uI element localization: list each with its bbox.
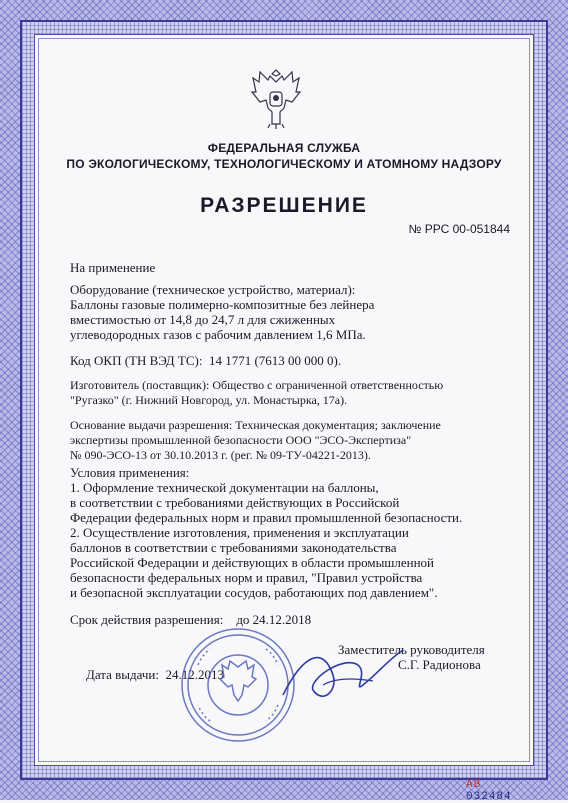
printer-imprint <box>536 560 544 710</box>
conditions-line: баллонов в соответствии с требованиями законодательства <box>70 540 397 555</box>
authority-line-1: ФЕДЕРАЛЬНАЯ СЛУЖБА <box>207 141 361 155</box>
manufacturer-line: "Ругазко" (г. Нижний Новгород, ул. Монастырка, 17а). <box>70 393 348 407</box>
conditions-line: 1. Оформление технической документации на баллоны, <box>70 480 379 495</box>
authority-line-2: ПО ЭКОЛОГИЧЕСКОМУ, ТЕХНОЛОГИЧЕСКОМУ И АТОМНОМУ НАДЗОРУ <box>66 157 502 171</box>
certificate-content <box>58 60 512 803</box>
document-title: РАЗРЕШЕНИЕ <box>200 194 368 217</box>
conditions-line: и безопасной эксплуатации сосудов, работающих под давлением". <box>70 585 438 600</box>
signer-name: С.Г. Радионова <box>398 657 481 672</box>
validity-period: Срок действия разрешения: до 24.12.2018 <box>70 612 312 627</box>
double-headed-eagle-emblem-icon <box>250 68 302 130</box>
conditions-line: Российской Федерации и действующих в области промышленной <box>70 555 434 570</box>
handwritten-signature <box>263 635 413 715</box>
basis-line: экспертизы промышленной безопасности ООО "ЭСО-Экспертиза" <box>70 433 412 447</box>
form-serial-number <box>466 779 512 803</box>
equipment-label: Оборудование (техническое устройство, материал): <box>70 282 356 297</box>
conditions-line: Условия применения: <box>70 465 190 480</box>
permit-number: № РРС 00-051844 <box>408 222 510 236</box>
conditions-line: в соответствии с требованиями действующих в Российской <box>70 495 400 510</box>
issuing-authority <box>58 140 510 172</box>
signer-title: Заместитель руководителя <box>338 642 485 657</box>
issue-date: Дата выдачи: 24.12.2013 <box>86 667 225 682</box>
equipment-line: Баллоны газовые полимерно-композитные без лейнера <box>70 297 375 312</box>
serial-number: 032484 <box>466 791 512 803</box>
conditions-line: 2. Осуществление изготовления, применения и эксплуатации <box>70 525 409 540</box>
conditions-line: безопасности федеральных норм и правил, "Правил устройства <box>70 570 423 585</box>
basis-line: № 090-ЭСО-13 от 30.10.2013 г. (рег. № 09-ТУ-04221-2013). <box>70 448 371 462</box>
basis-line: Основание выдачи разрешения: Техническая документация; заключение <box>70 418 441 432</box>
equipment-line: углеводородных газов с рабочим давлением 1,6 МПа. <box>70 327 366 342</box>
manufacturer-line: Изготовитель (поставщик): Общество с ограниченной ответственностью <box>70 378 444 392</box>
okp-code: Код ОКП (ТН ВЭД ТС): 14 1771 (7613 00 000 0). <box>70 353 342 368</box>
equipment-line: вместимостью от 14,8 до 24,7 л для сжиженных <box>70 312 336 327</box>
serial-series: АВ <box>466 779 482 791</box>
conditions-line: Федерации федеральных норм и правил промышленной безопасности. <box>70 510 463 525</box>
usage-line: На применение <box>70 260 156 275</box>
